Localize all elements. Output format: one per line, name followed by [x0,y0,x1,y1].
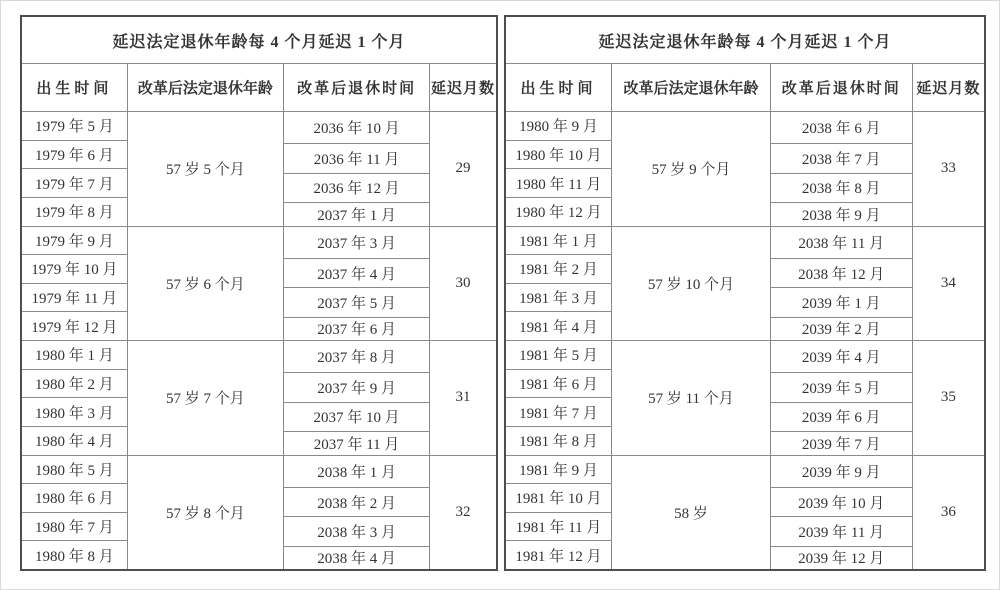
retirement-time-cell: 2038 年 1 月 [284,456,429,488]
birth-month-cell: 1981 年 9 月 [506,456,611,485]
column-header-delay-months: 延迟月数 [916,81,981,97]
birth-month-cell: 1981 年 12 月 [515,548,602,565]
age-group-row [506,112,984,226]
retirement-time-cell: 2039 年 9 月 [771,456,912,488]
birth-month-cell: 1979 年 8 月 [34,205,114,222]
birth-month-cell: 1979 年 6 月 [22,141,127,170]
birth-month-cell: 1981 年 7 月 [506,398,611,427]
birth-month-cell: 1979 年 9 月 [22,227,127,256]
birth-month-cell: 1981 年 1 月 [506,227,611,256]
retirement-time-cell: 2037 年 1 月 [317,207,396,224]
birth-month-cell: 1980 年 3 月 [22,398,127,427]
birth-month-cell: 1979 年 5 月 [22,112,127,141]
retirement-time-cell: 2037 年 3 月 [284,227,429,259]
retirement-age-cell: 57 岁 10 个月 [612,227,771,341]
birth-months-column [506,227,612,341]
retirement-age-cell: 58 岁 [612,456,771,570]
retirement-time-cell: 2039 年 5 月 [771,373,912,402]
retirement-time-cell: 2036 年 10 月 [284,112,429,144]
age-group-row [22,340,496,455]
birth-month-cell: 1980 年 2 月 [22,370,127,399]
birth-month-cell: 1980 年 5 月 [22,456,127,485]
birth-month-cell: 1980 年 10 月 [506,141,611,170]
delay-months-cell: 30 [455,274,471,291]
retirement-time-cell: 2038 年 11 月 [771,227,912,259]
retirement-time-cell: 2038 年 4 月 [317,551,396,568]
birth-month-cell: 1979 年 10 月 [22,255,127,284]
retirement-time-cell: 2038 年 2 月 [284,488,429,517]
retirement-time-cell: 2039 年 12 月 [798,551,885,568]
birth-months-column [22,341,128,455]
birth-month-cell: 1981 年 2 月 [506,255,611,284]
birth-month-cell: 1980 年 12 月 [515,205,602,222]
retirement-time-cell: 2039 年 6 月 [771,403,912,432]
delay-months-cell: 29 [455,160,471,177]
age-group-row [22,455,496,570]
retirement-time-cell: 2037 年 4 月 [284,259,429,288]
retirement-age-cell: 57 岁 5 个月 [128,112,284,226]
table-title: 延迟法定退休年龄每 4 个月延迟 1 个月 [506,17,984,64]
retirement-time-cell: 2037 年 10 月 [284,403,429,432]
age-group-row [506,226,984,341]
birth-month-cell: 1980 年 7 月 [22,513,127,542]
retirement-times-column [284,341,430,455]
retirement-times-column [771,341,913,455]
birth-month-cell: 1979 年 11 月 [22,284,127,313]
age-group-row [506,340,984,455]
retirement-time-cell: 2039 年 7 月 [801,436,881,453]
retirement-time-cell: 2039 年 10 月 [771,488,912,517]
retirement-time-cell: 2036 年 11 月 [284,144,429,173]
retirement-time-cell: 2039 年 1 月 [771,288,912,317]
delay-months-cell: 34 [940,274,956,291]
column-header-retirement-time: 改革后退休时间 [771,64,913,111]
birth-month-cell: 1981 年 11 月 [506,513,611,542]
age-group-row [22,226,496,341]
birth-month-cell: 1981 年 8 月 [519,434,598,451]
birth-month-cell: 1980 年 9 月 [506,112,611,141]
birth-months-column [22,456,128,570]
delay-months-cell: 36 [940,503,956,520]
retirement-time-cell: 2037 年 6 月 [317,322,396,339]
birth-months-column [22,227,128,341]
retirement-times-column [771,227,913,341]
birth-month-cell: 1979 年 7 月 [22,169,127,198]
delay-months-cell: 31 [455,389,471,406]
table-title: 延迟法定退休年龄每 4 个月延迟 1 个月 [22,17,496,64]
retirement-times-column [771,112,913,226]
retirement-time-cell: 2039 年 4 月 [771,341,912,373]
birth-month-cell: 1981 年 3 月 [506,284,611,313]
retirement-time-cell: 2037 年 11 月 [313,436,400,453]
retirement-times-column [771,456,913,570]
table-body [506,112,984,569]
retirement-time-cell: 2038 年 8 月 [771,174,912,203]
column-header-legal-retirement-age: 改革后法定退休年龄 [128,64,284,111]
column-header-delay-months: 延迟月数 [431,81,496,97]
table-body [22,112,496,569]
birth-month-cell: 1981 年 4 月 [519,319,598,336]
birth-month-cell: 1979 年 12 月 [31,319,118,336]
delay-months-cell: 32 [455,503,471,520]
retirement-age-cell: 57 岁 7 个月 [128,341,284,455]
age-group-row [506,455,984,570]
column-header-birth-time: 出生时间 [22,64,128,111]
birth-month-cell: 1981 年 10 月 [506,484,611,513]
retirement-time-cell: 2037 年 8 月 [284,341,429,373]
retirement-time-cell: 2038 年 7 月 [771,144,912,173]
birth-month-cell: 1980 年 6 月 [22,484,127,513]
retirement-age-cell: 57 岁 11 个月 [612,341,771,455]
retirement-times-column [284,227,430,341]
birth-months-column [506,456,612,570]
retirement-time-cell: 2038 年 6 月 [771,112,912,144]
column-header-row [506,64,984,112]
birth-months-column [506,341,612,455]
retirement-time-cell: 2037 年 5 月 [284,288,429,317]
retirement-age-cell: 57 岁 9 个月 [612,112,771,226]
delay-months-cell: 33 [940,160,956,177]
retirement-time-cell: 2038 年 9 月 [801,207,881,224]
retirement-table-left [20,15,498,571]
column-header-birth-time: 出生时间 [506,64,612,111]
retirement-age-cell: 57 岁 6 个月 [128,227,284,341]
retirement-table-right [504,15,986,571]
birth-month-cell: 1980 年 11 月 [506,169,611,198]
age-group-row [22,112,496,226]
column-header-row [22,64,496,112]
birth-month-cell: 1980 年 8 月 [34,548,114,565]
birth-month-cell: 1980 年 4 月 [34,434,114,451]
delay-months-cell: 35 [940,389,956,406]
birth-month-cell: 1981 年 6 月 [506,370,611,399]
birth-months-column [22,112,128,226]
column-header-legal-retirement-age: 改革后法定退休年龄 [612,64,771,111]
birth-month-cell: 1981 年 5 月 [506,341,611,370]
birth-month-cell: 1980 年 1 月 [22,341,127,370]
retirement-time-cell: 2037 年 9 月 [284,373,429,402]
birth-months-column [506,112,612,226]
retirement-time-cell: 2039 年 2 月 [801,322,881,339]
retirement-times-column [284,456,430,570]
column-header-retirement-time: 改革后退休时间 [284,64,430,111]
retirement-time-cell: 2036 年 12 月 [284,174,429,203]
retirement-times-column [284,112,430,226]
retirement-time-cell: 2038 年 3 月 [284,517,429,546]
retirement-time-cell: 2038 年 12 月 [771,259,912,288]
retirement-time-cell: 2039 年 11 月 [771,517,912,546]
retirement-age-cell: 57 岁 8 个月 [128,456,284,570]
